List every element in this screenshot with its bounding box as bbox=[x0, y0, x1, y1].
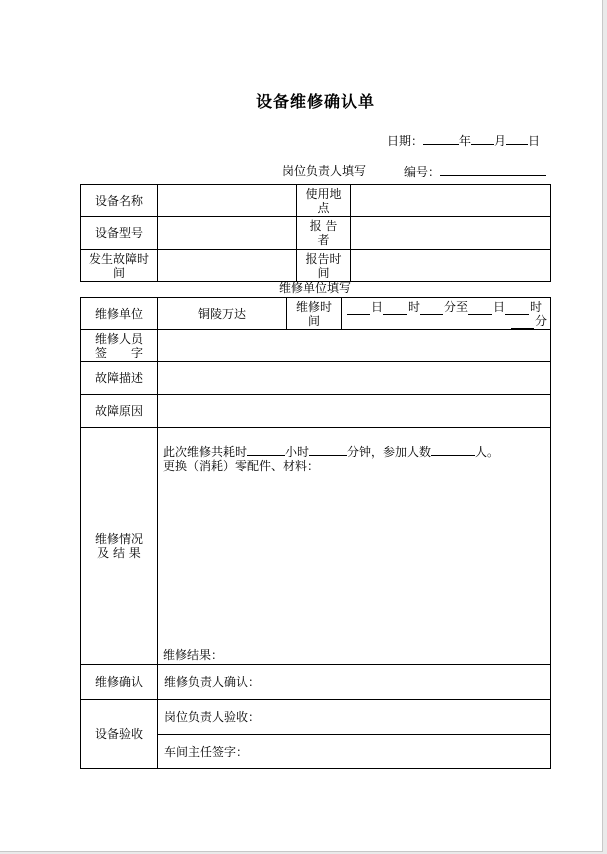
number-blank[interactable] bbox=[440, 162, 546, 176]
repair-time-label: 维修时 间 bbox=[287, 298, 342, 330]
device-name-label: 设备名称 bbox=[81, 185, 158, 217]
hours-text-c: 分钟，参加人数 bbox=[347, 445, 432, 459]
end-day-blank[interactable] bbox=[468, 301, 492, 315]
date-year: 年 bbox=[459, 134, 472, 148]
device-name-field[interactable] bbox=[158, 185, 297, 217]
confirm-field[interactable]: 维修负责人确认： bbox=[158, 665, 551, 700]
date-day: 日 bbox=[528, 134, 541, 148]
result-line: 维修结果： bbox=[163, 648, 224, 662]
year-blank[interactable] bbox=[423, 131, 459, 145]
repair-unit-label: 维修单位 bbox=[81, 298, 158, 330]
situation-label: 维修情况 及 结 果 bbox=[81, 428, 158, 665]
location-label: 使用地 点 bbox=[297, 185, 351, 217]
start-day: 日 bbox=[371, 299, 384, 314]
post-accept-field[interactable]: 岗位负责人验收： bbox=[158, 700, 551, 735]
date-line bbox=[387, 131, 540, 149]
end-hour: 时 bbox=[530, 299, 543, 314]
fault-time-field[interactable] bbox=[158, 250, 297, 282]
fill-note: 岗位负责人填写 bbox=[282, 164, 367, 178]
acceptance-label: 设备验收 bbox=[81, 700, 158, 769]
workshop-sign-field[interactable]: 车间主任签字： bbox=[158, 735, 551, 769]
staff-sign-label: 维修人员 签 字 bbox=[81, 330, 158, 362]
hours-line bbox=[163, 442, 499, 459]
fault-cause-field[interactable] bbox=[158, 395, 551, 428]
end-min-blank[interactable] bbox=[511, 315, 534, 329]
start-min-blank[interactable] bbox=[420, 301, 443, 315]
staff-sign-field[interactable] bbox=[158, 330, 551, 362]
end-min: 分 bbox=[535, 313, 548, 328]
reporter-field[interactable] bbox=[351, 217, 551, 250]
repair-info-table bbox=[80, 297, 551, 769]
location-field[interactable] bbox=[351, 185, 551, 217]
report-time-field[interactable] bbox=[351, 250, 551, 282]
month-blank[interactable] bbox=[471, 131, 494, 145]
hours-text-a: 此次维修共耗时 bbox=[163, 445, 248, 459]
hours-text-d: 人。 bbox=[475, 445, 500, 459]
date-label: 日期： bbox=[387, 134, 424, 148]
start-day-blank[interactable] bbox=[347, 301, 370, 315]
start-hour-blank[interactable] bbox=[383, 301, 407, 315]
fault-time-label: 发生故障时 间 bbox=[81, 250, 158, 282]
number-line bbox=[404, 162, 546, 180]
number-label: 编号： bbox=[404, 165, 441, 179]
report-time-label: 报告时 间 bbox=[297, 250, 351, 282]
page-title: 设备维修确认单 bbox=[255, 92, 375, 111]
parts-line: 更换（消耗）零配件、材料： bbox=[163, 459, 320, 473]
device-info-table bbox=[80, 184, 551, 282]
section-caption: 维修单位填写 bbox=[278, 281, 351, 295]
fault-cause-label: 故障原因 bbox=[81, 395, 158, 428]
minutes-blank[interactable] bbox=[309, 442, 347, 456]
situation-field[interactable] bbox=[158, 428, 551, 665]
start-hour: 时 bbox=[408, 299, 421, 314]
people-blank[interactable] bbox=[431, 442, 475, 456]
device-model-label: 设备型号 bbox=[81, 217, 158, 250]
date-month: 月 bbox=[494, 134, 507, 148]
hours-text-b: 小时 bbox=[285, 445, 310, 459]
confirm-label: 维修确认 bbox=[81, 665, 158, 700]
start-min-to: 分至 bbox=[444, 299, 469, 314]
end-day: 日 bbox=[493, 299, 506, 314]
day-blank[interactable] bbox=[506, 131, 528, 145]
device-model-field[interactable] bbox=[158, 217, 297, 250]
hours-blank[interactable] bbox=[247, 442, 285, 456]
repair-time-field[interactable] bbox=[342, 298, 551, 330]
end-hour-blank[interactable] bbox=[505, 301, 529, 315]
repair-unit-value: 铜陵万达 bbox=[158, 298, 287, 330]
reporter-label: 报 告 者 bbox=[297, 217, 351, 250]
fault-desc-field[interactable] bbox=[158, 362, 551, 395]
fault-desc-label: 故障描述 bbox=[81, 362, 158, 395]
